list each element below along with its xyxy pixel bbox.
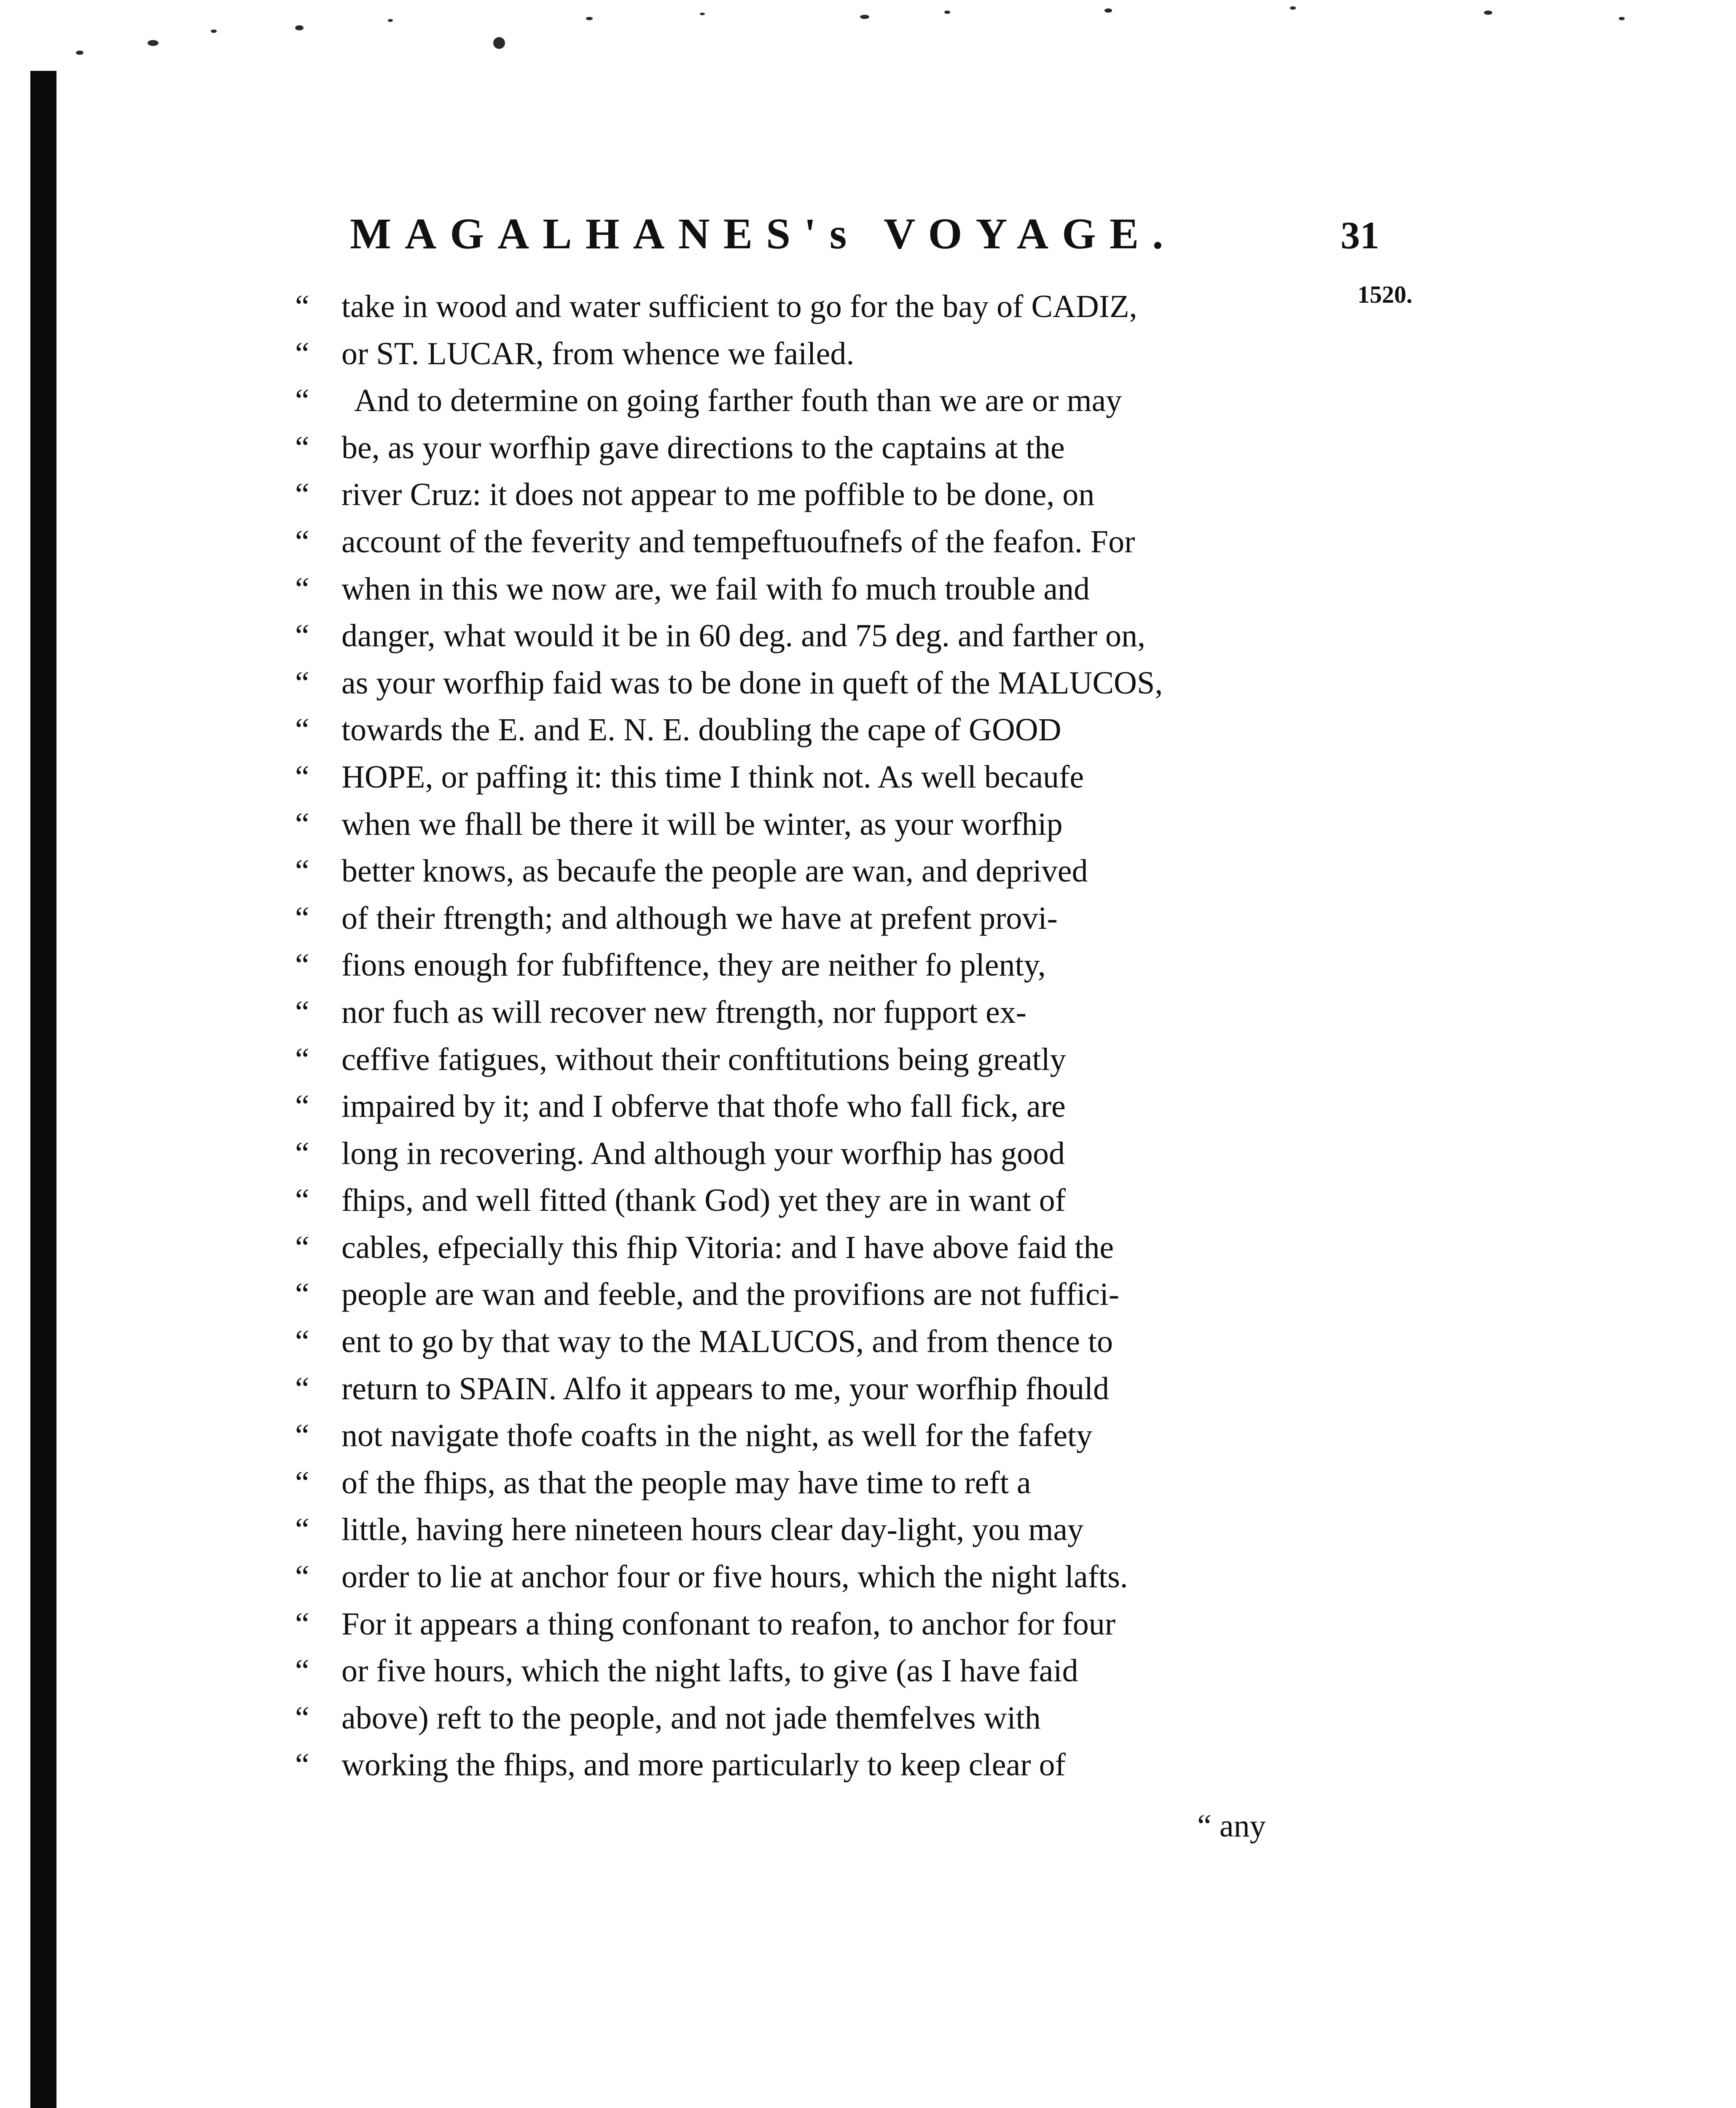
line-text: HOPE, or paffing it: this time I think not. As well becaufe — [341, 759, 1084, 795]
line-text: be, as your worfhip gave directions to the captains at the — [341, 430, 1065, 465]
line-text: not navigate thofe coafts in the night, as well for the fafety — [341, 1418, 1093, 1454]
quote-mark: “ — [295, 1559, 309, 1595]
text-line — [295, 1601, 1315, 1648]
quote-mark: “ — [295, 1418, 309, 1454]
quote-mark: “ — [295, 571, 309, 607]
line-text: order to lie at anchor four or five hours, which the night lafts. — [341, 1559, 1128, 1595]
line-text: river Cruz: it does not appear to me poffible to be done, on — [341, 477, 1095, 513]
line-text: account of the feverity and tempeftuoufnefs of the feafon. For — [341, 524, 1135, 559]
line-text: nor fuch as will recover new ftrength, nor fupport ex- — [341, 994, 1027, 1030]
text-line — [295, 1366, 1315, 1413]
quote-mark: “ — [295, 1135, 309, 1171]
text-line — [295, 566, 1315, 613]
quote-mark: “ — [295, 665, 309, 701]
text-line — [295, 1506, 1315, 1554]
line-text: when we fhall be there it will be winter, as your worfhip — [341, 806, 1063, 842]
binding-edge — [30, 71, 56, 2108]
quote-mark: “ — [295, 1747, 309, 1783]
line-text: impaired by it; and I obferve that thofe who fall fick, are — [341, 1089, 1066, 1124]
line-text: fions enough for fubfiftence, they are neither fo plenty, — [341, 947, 1046, 983]
text-line — [295, 1130, 1315, 1178]
line-text: fhips, and well fitted (thank God) yet they are in want of — [341, 1183, 1066, 1218]
text-line — [295, 425, 1315, 472]
text-line — [295, 519, 1315, 566]
text-line — [295, 1177, 1315, 1224]
quote-mark: “ — [295, 1324, 309, 1360]
text-line — [295, 1036, 1315, 1084]
line-text: And to determine on going farther fouth than we are or may — [354, 383, 1122, 419]
text-line — [295, 613, 1315, 660]
quote-mark: “ — [295, 524, 309, 559]
text-line — [295, 1460, 1315, 1507]
line-text: towards the E. and E. N. E. doubling the cape of GOOD — [341, 712, 1061, 748]
text-line — [295, 377, 1315, 425]
text-line — [295, 942, 1315, 989]
line-text: when in this we now are, we fail with fo much trouble and — [341, 571, 1090, 607]
quote-mark: “ — [295, 759, 309, 795]
line-text: or ST. LUCAR, from whence we failed. — [341, 336, 855, 371]
text-line — [295, 1742, 1315, 1789]
text-line — [295, 989, 1315, 1036]
quote-mark: “ — [295, 853, 309, 889]
text-line — [295, 331, 1315, 378]
line-text: above) reft to the people, and not jade themfelves with — [341, 1700, 1041, 1736]
text-line — [295, 1554, 1315, 1601]
quote-mark: “ — [295, 1183, 309, 1218]
quote-mark: “ — [295, 994, 309, 1030]
running-title: MAGALHANES's VOYAGE. — [350, 210, 1177, 258]
line-text: people are wan and feeble, and the provifions are not fuffici- — [341, 1277, 1120, 1312]
line-text: or five hours, which the night lafts, to give (as I have faid — [341, 1653, 1078, 1689]
line-text: working the fhips, and more particularly to keep clear of — [341, 1747, 1066, 1783]
text-line — [295, 1695, 1315, 1742]
text-line — [295, 1412, 1315, 1460]
text-line — [295, 895, 1315, 942]
text-line — [295, 660, 1315, 707]
line-text: of their ftrength; and although we have at prefent provi- — [341, 900, 1058, 936]
quote-mark: “ — [295, 1700, 309, 1736]
quote-mark: “ — [295, 1371, 309, 1406]
quote-mark: “ — [295, 477, 309, 513]
line-text: take in wood and water sufficient to go for the bay of CADIZ, — [341, 289, 1137, 324]
line-text: For it appears a thing confonant to reafon, to anchor for four — [341, 1606, 1116, 1642]
line-text: as your worfhip faid was to be done in queft of the MALUCOS, — [341, 665, 1163, 701]
body-text — [295, 283, 1315, 1789]
text-line — [295, 848, 1315, 895]
text-line — [295, 707, 1315, 754]
line-text: cables, efpecially this fhip Vitoria: and I have above faid the — [341, 1229, 1114, 1265]
catchword: “ any — [1197, 1808, 1266, 1844]
quote-mark: “ — [295, 947, 309, 983]
text-line — [295, 1224, 1315, 1272]
line-text: ceffive fatigues, without their conftitutions being greatly — [341, 1041, 1066, 1077]
quote-mark: “ — [295, 1089, 309, 1124]
text-line — [295, 754, 1315, 801]
text-line — [295, 471, 1315, 519]
quote-mark: “ — [295, 1229, 309, 1265]
text-line — [295, 801, 1315, 848]
quote-mark: “ — [295, 430, 309, 465]
line-text: return to SPAIN. Alfo it appears to me, your worfhip fhould — [341, 1371, 1109, 1406]
quote-mark: “ — [295, 712, 309, 748]
quote-mark: “ — [295, 1277, 309, 1312]
line-text: little, having here nineteen hours clear day-light, you may — [341, 1512, 1084, 1548]
page-number: 31 — [1341, 214, 1379, 257]
quote-mark: “ — [295, 1465, 309, 1500]
quote-mark: “ — [295, 1653, 309, 1689]
quote-mark: “ — [295, 336, 309, 371]
quote-mark: “ — [295, 383, 309, 419]
quote-mark: “ — [295, 1606, 309, 1642]
line-text: ent to go by that way to the MALUCOS, and from thence to — [341, 1324, 1113, 1360]
margin-year-note: 1520. — [1357, 281, 1413, 308]
text-line — [295, 1318, 1315, 1366]
bottom-edge-specks — [59, 2087, 1736, 2108]
quote-mark: “ — [295, 900, 309, 936]
text-line — [295, 1083, 1315, 1130]
line-text: of the fhips, as that the people may have time to reft a — [341, 1465, 1031, 1500]
top-edge-specks — [59, 0, 1736, 84]
text-line — [295, 1648, 1315, 1695]
quote-mark: “ — [295, 1041, 309, 1077]
text-line — [295, 283, 1315, 331]
line-text: long in recovering. And although your worfhip has good — [341, 1135, 1065, 1171]
quote-mark: “ — [295, 618, 309, 654]
quote-mark: “ — [295, 289, 309, 324]
line-text: danger, what would it be in 60 deg. and 75 deg. and farther on, — [341, 618, 1145, 654]
quote-mark: “ — [295, 806, 309, 842]
text-line — [295, 1271, 1315, 1318]
line-text: better knows, as becaufe the people are wan, and deprived — [341, 853, 1088, 889]
quote-mark: “ — [295, 1512, 309, 1548]
